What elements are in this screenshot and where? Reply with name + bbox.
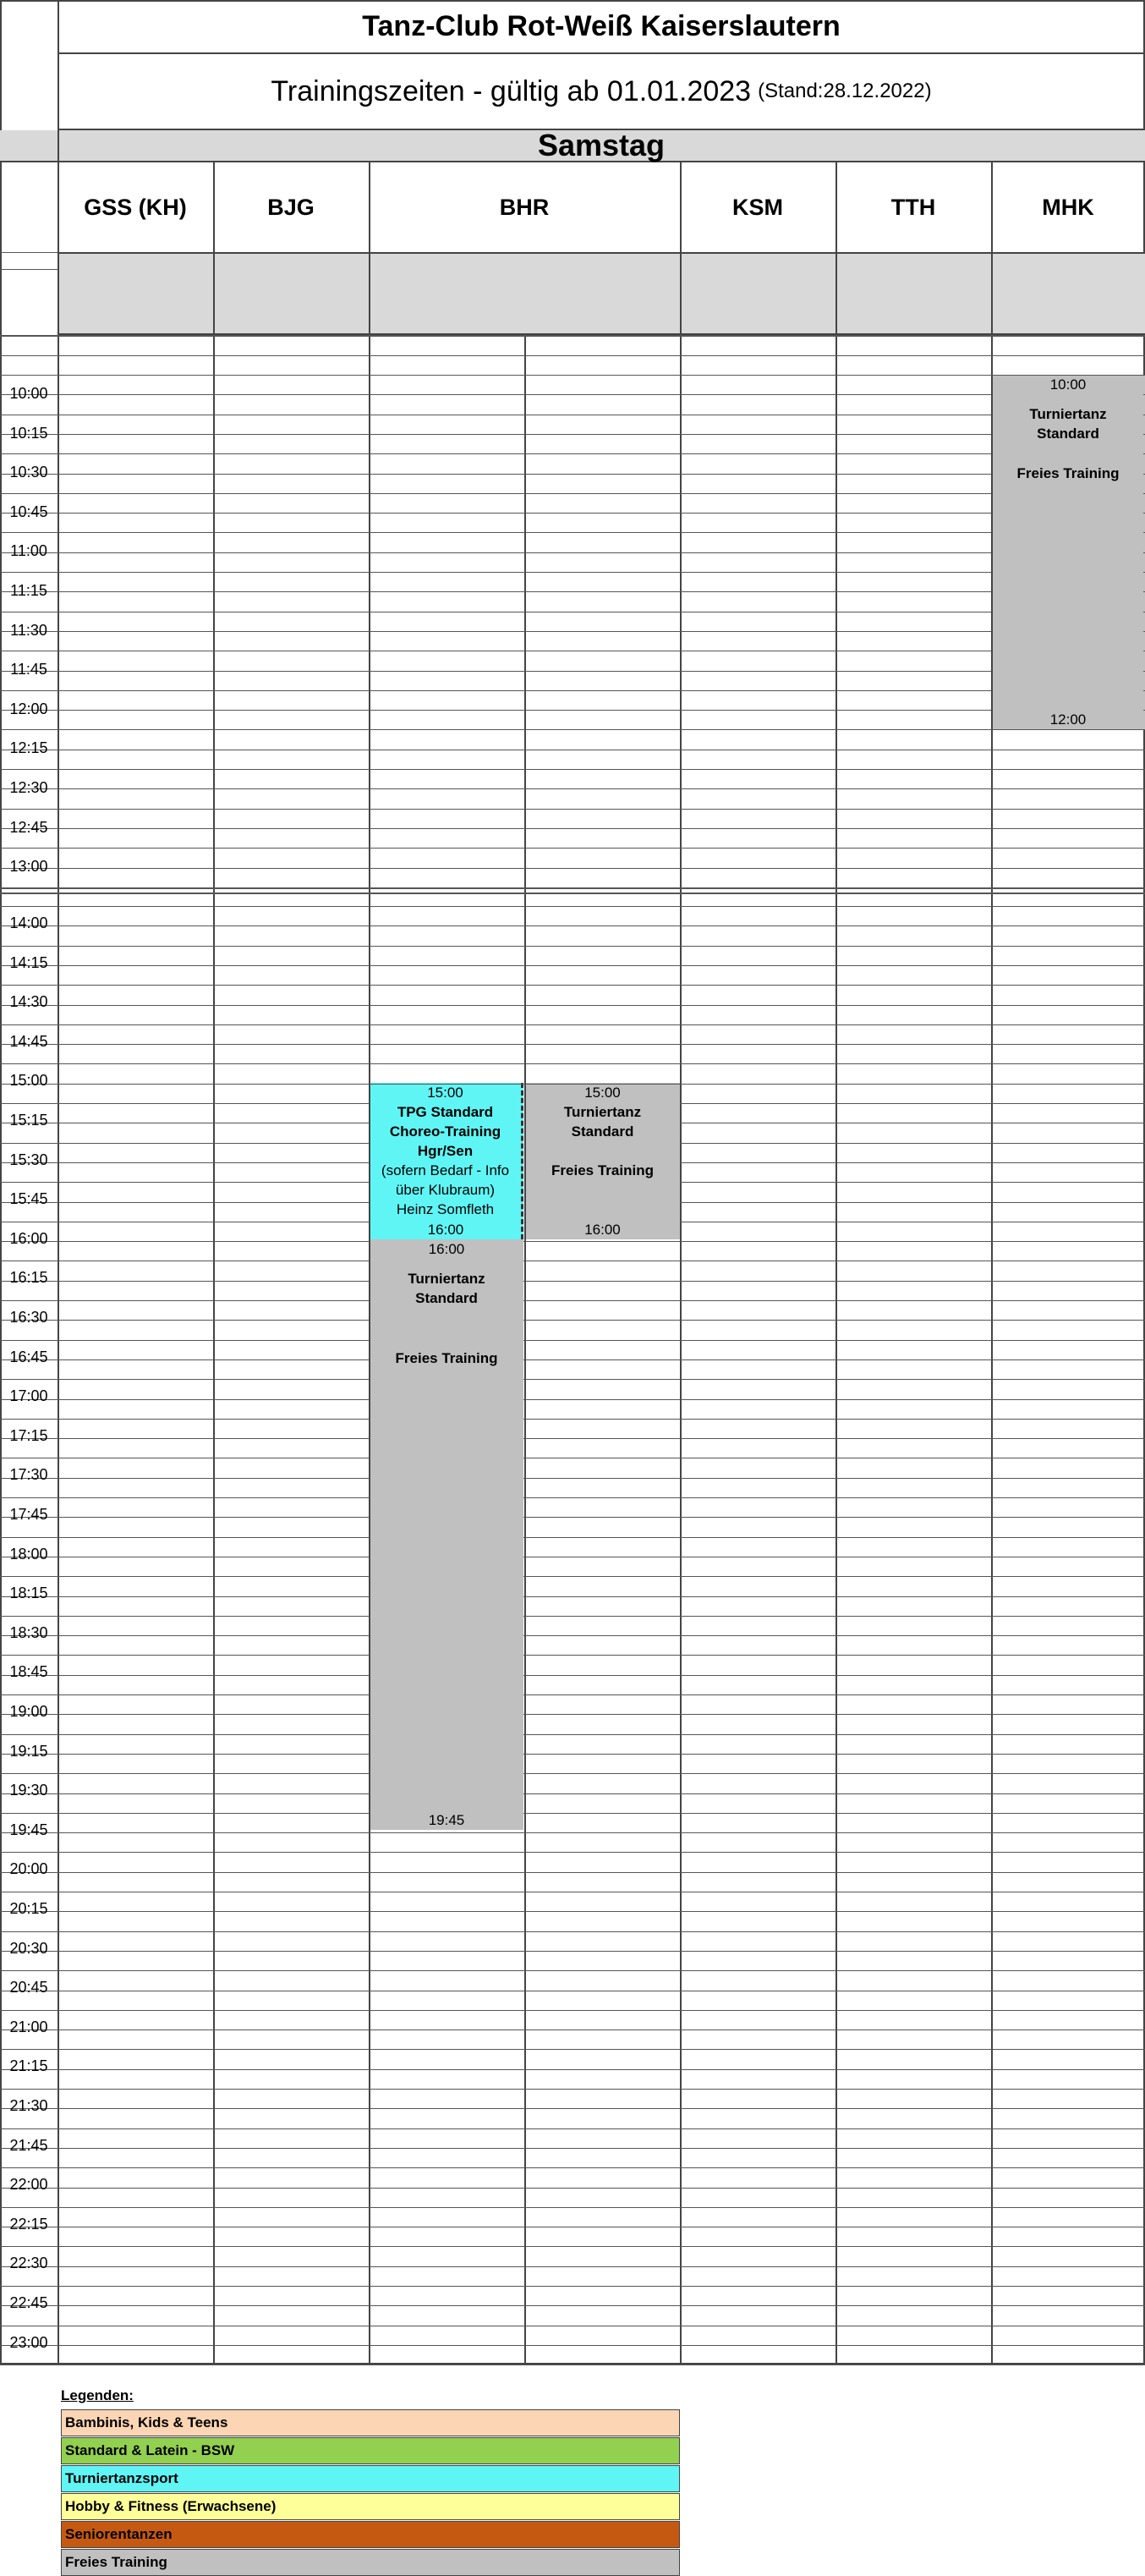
time-label: 10:45	[9, 503, 48, 520]
time-label: 21:00	[9, 2019, 48, 2035]
day-label: Samstag	[537, 128, 666, 162]
grid-hline	[0, 1005, 1145, 1006]
room-header-ksm	[680, 162, 835, 252]
time-label: 19:45	[9, 1821, 48, 1838]
club-title	[58, 0, 1145, 54]
grid-hline	[523, 1399, 1145, 1400]
time-label: 17:45	[9, 1506, 48, 1523]
time-label: 22:30	[9, 2255, 48, 2271]
day-row-left-cell	[0, 130, 58, 162]
room-label-ksm: KSM	[732, 194, 783, 220]
time-label: 15:45	[9, 1190, 48, 1207]
left-hline	[0, 269, 58, 270]
stand-date: (Stand:28.12.2022)	[758, 80, 932, 102]
block-end-time: 19:45	[428, 1812, 465, 1828]
time-label: 15:30	[9, 1151, 48, 1168]
grid-hline	[0, 1143, 370, 1144]
grid-hline	[0, 2345, 1145, 2346]
grid-hline	[523, 1281, 1145, 1282]
time-label: 21:30	[9, 2097, 48, 2114]
time-label: 18:15	[9, 1585, 48, 1601]
grid-hline	[0, 591, 991, 592]
grid-hline	[523, 1596, 1145, 1597]
grid-hline	[0, 2305, 1145, 2306]
bhr-subdivider	[524, 335, 526, 2365]
time-label: 11:30	[10, 622, 47, 639]
grid-hline	[0, 2069, 1145, 2070]
grid-hline	[0, 2148, 1145, 2149]
time-label: 11:00	[10, 542, 47, 559]
grid-hline	[523, 1359, 1145, 1360]
room-label-bhr: BHR	[499, 194, 550, 220]
grid-hline	[523, 1734, 1145, 1735]
time-label: 17:00	[9, 1387, 48, 1404]
block-mhk-turniertanz	[991, 375, 1145, 729]
grid-hline	[0, 1872, 1145, 1873]
grid-hline	[0, 513, 991, 514]
grid-hline	[0, 474, 991, 475]
header-grey-band	[58, 252, 1145, 335]
grid-hline	[0, 848, 1145, 849]
time-label: 22:15	[9, 2216, 48, 2233]
legend-item: Hobby & Fitness (Erwachsene)	[61, 2493, 680, 2520]
room-header-gss	[58, 162, 213, 252]
time-label: 15:15	[9, 1112, 48, 1129]
block-line: Turniertanz	[408, 1271, 485, 1287]
grid-hline	[0, 2207, 1145, 2208]
time-label: 16:00	[9, 1230, 48, 1247]
time-label: 20:00	[9, 1860, 48, 1877]
grid-hline	[523, 1655, 1145, 1656]
grid-hline	[0, 828, 1145, 829]
grid-hline	[523, 1300, 1145, 1301]
room-label-gss: GSS (KH)	[84, 194, 187, 220]
grid-hline	[0, 2010, 1145, 2011]
block-start-time: 15:00	[584, 1085, 621, 1101]
time-label: 18:00	[9, 1546, 48, 1563]
time-label: 20:15	[9, 1900, 48, 1917]
grid-hline	[523, 1576, 1145, 1577]
legend-item: Turniertanzsport	[61, 2465, 680, 2492]
grid-hline	[0, 375, 1145, 376]
grid-hline	[0, 1300, 370, 1301]
block-line: Choreo-Training	[389, 1123, 501, 1140]
time-label: 22:00	[9, 2176, 48, 2193]
room-header-bhr	[369, 162, 680, 252]
grid-hline	[0, 2029, 1145, 2030]
grid-hline	[0, 1911, 1145, 1912]
grid-hline	[0, 335, 1145, 337]
grid-hline	[523, 1438, 1145, 1439]
time-label: 18:45	[9, 1663, 48, 1680]
time-label: 10:00	[9, 385, 48, 402]
time-label: 21:15	[9, 2057, 48, 2074]
grid-hline	[0, 925, 1145, 926]
time-label: 22:45	[9, 2294, 48, 2311]
room-header-tth	[835, 162, 991, 252]
time-label: 23:00	[9, 2334, 48, 2351]
grid-hline	[0, 906, 1145, 907]
grid-hline	[523, 1714, 1145, 1715]
time-label: 11:15	[10, 582, 47, 599]
grid-hline	[0, 1497, 370, 1498]
block-start-time: 10:00	[1049, 376, 1087, 393]
grid-hline	[0, 1655, 370, 1656]
grid-hline	[0, 631, 991, 632]
block-line: Standard	[415, 1290, 478, 1306]
grid-hline	[0, 1773, 370, 1774]
grid-hline	[0, 1024, 1145, 1025]
grid-hline	[0, 2246, 1145, 2247]
block-line: Standard	[571, 1123, 634, 1140]
grid-hline	[0, 2089, 1145, 2090]
grid-hline	[523, 1754, 1145, 1755]
grid-hline	[0, 355, 1145, 356]
time-label: 20:30	[9, 1940, 48, 1957]
time-label: 14:45	[9, 1033, 48, 1050]
block-start-time: 15:00	[427, 1085, 463, 1101]
grid-hline	[0, 1951, 1145, 1952]
legend-title: Legenden:	[61, 2387, 134, 2403]
room-label-bjg: BJG	[267, 194, 315, 220]
grid-hline	[0, 729, 1145, 730]
grid-hline	[680, 1143, 1145, 1144]
block-bhr-turniertanz-right	[525, 1083, 680, 1239]
grid-hline	[0, 868, 1145, 869]
grid-hline	[523, 1813, 1145, 1814]
block-line: Freies Training	[1016, 465, 1120, 481]
grid-hline	[0, 985, 1145, 986]
grid-hline	[680, 1162, 1145, 1163]
grid-hline	[0, 1063, 1145, 1064]
grid-hline	[523, 1635, 1145, 1636]
block-line: Freies Training	[395, 1350, 498, 1366]
grid-hline	[0, 1537, 370, 1538]
legend-item: Seniorentanzen	[61, 2521, 680, 2548]
time-label: 12:45	[9, 819, 48, 836]
grid-hline	[0, 710, 991, 711]
grid-hline	[0, 769, 1145, 770]
block-line: Turniertanz	[1029, 406, 1107, 422]
grid-hline	[0, 1576, 370, 1577]
time-label: 10:15	[9, 425, 48, 442]
time-label: 16:45	[9, 1348, 48, 1365]
grid-hline	[0, 1852, 1145, 1853]
grid-hline	[0, 1734, 370, 1735]
block-line: Freies Training	[551, 1162, 654, 1178]
grid-hline	[0, 1419, 370, 1420]
grid-hline	[0, 1616, 370, 1617]
grid-hline	[0, 1970, 1145, 1971]
time-label: 13:00	[9, 858, 48, 875]
block-end-time: 16:00	[427, 1222, 464, 1238]
room-label-tth: TTH	[890, 194, 936, 220]
grid-hline	[0, 532, 991, 533]
time-label: 17:15	[9, 1427, 48, 1444]
time-label: 20:45	[9, 1979, 48, 1996]
grid-hline	[0, 690, 991, 691]
grid-hline	[523, 1694, 1145, 1695]
legend	[61, 2387, 680, 2576]
room-header-mhk	[991, 162, 1145, 252]
grid-hline	[0, 1340, 370, 1341]
grid-hline	[0, 1813, 370, 1814]
grid-hline	[523, 1320, 1145, 1321]
block-bhr-tpg	[370, 1083, 523, 1239]
grid-hline	[0, 1103, 370, 1104]
schedule-title-text: Trainingszeiten - gültig ab 01.01.2023	[271, 74, 752, 107]
time-label: 19:15	[9, 1743, 48, 1760]
time-label: 15:00	[9, 1072, 48, 1089]
grid-hline	[0, 453, 991, 454]
time-label: 14:15	[9, 954, 48, 971]
grid-hline	[0, 552, 991, 553]
time-label: 21:45	[9, 2137, 48, 2154]
grid-hline	[523, 1517, 1145, 1518]
block-end-time: 12:00	[1049, 711, 1087, 728]
grid-hline	[680, 1103, 1145, 1104]
legend-item: Bambinis, Kids & Teens	[61, 2409, 680, 2436]
block-bhr-turniertanz-evening	[370, 1239, 523, 1830]
room-label-mhk: MHK	[1042, 194, 1094, 220]
day-header	[58, 130, 1145, 162]
block-line: TPG Standard	[397, 1104, 494, 1120]
grid-hline	[0, 2188, 1145, 2189]
grid-hline	[523, 1478, 1145, 1479]
block-line: Hgr/Sen	[417, 1143, 474, 1159]
grid-hline	[523, 1241, 1145, 1242]
time-label: 14:00	[9, 915, 48, 931]
time-label: 12:15	[9, 739, 48, 756]
time-label: 16:15	[9, 1269, 48, 1286]
grid-hline	[0, 965, 1145, 966]
grid-hline	[523, 1793, 1145, 1794]
legend-item: Freies Training	[61, 2549, 680, 2576]
block-line: Standard	[1037, 426, 1099, 442]
room-header-bjg	[213, 162, 369, 252]
grid-hline	[523, 1340, 1145, 1341]
grid-hline	[0, 1182, 370, 1183]
block-line: über Klubraum)	[395, 1182, 496, 1198]
grid-hline	[0, 946, 1145, 947]
grid-hline	[0, 493, 991, 494]
time-label: 14:30	[9, 993, 48, 1010]
grid-hline	[0, 1084, 1145, 1085]
grid-hline	[680, 1202, 1145, 1203]
grid-hline	[0, 2049, 1145, 2050]
grid-hline	[0, 1931, 1145, 1932]
time-label: 12:30	[9, 779, 48, 796]
grid-hline	[523, 1773, 1145, 1774]
grid-hline	[0, 2108, 1145, 2109]
grid-hline	[0, 671, 991, 672]
block-line: Heinz Somfleth	[396, 1201, 495, 1217]
legend-items	[61, 2409, 680, 2576]
time-label: 19:30	[9, 1782, 48, 1799]
grid-hline	[0, 2167, 1145, 2168]
grid-hline	[0, 572, 991, 573]
grid-hline	[523, 1379, 1145, 1380]
time-label: 12:00	[9, 700, 48, 717]
block-start-time: 16:00	[428, 1241, 465, 1257]
grid-hline	[523, 1616, 1145, 1617]
block-end-time: 16:00	[584, 1222, 621, 1238]
time-label: 18:30	[9, 1624, 48, 1641]
block-line: (sofern Bedarf - Info	[381, 1162, 510, 1178]
grid-hline	[0, 1379, 370, 1380]
time-label: 11:45	[10, 661, 47, 678]
grid-hline	[0, 788, 1145, 789]
block-line: Turniertanz	[563, 1104, 642, 1120]
grid-hline	[0, 2128, 1145, 2129]
grid-hline	[0, 1832, 1145, 1833]
grid-hline	[0, 434, 991, 435]
grid-hline	[523, 1497, 1145, 1498]
grid-hline	[0, 394, 991, 395]
grid-hline	[0, 2266, 1145, 2267]
legend-item: Standard & Latein - BSW	[61, 2437, 680, 2464]
grid-hline	[680, 1182, 1145, 1183]
grid-hline	[523, 1675, 1145, 1676]
section-separator	[0, 893, 1145, 894]
room-divider	[991, 162, 993, 2365]
left-hline	[0, 252, 58, 253]
grid-hline	[0, 1044, 1145, 1045]
club-title-text: Tanz-Club Rot-Weiß Kaiserslautern	[362, 9, 841, 42]
grid-hline	[0, 1694, 370, 1695]
time-label: 16:30	[9, 1309, 48, 1326]
time-label: 17:30	[9, 1466, 48, 1483]
grid-hline	[523, 1419, 1145, 1420]
section-separator	[0, 887, 1145, 889]
grid-hline	[0, 809, 1145, 810]
schedule-subtitle	[58, 54, 1145, 130]
grid-hline	[0, 2286, 1145, 2287]
time-label: 19:00	[9, 1703, 48, 1720]
grid-hline	[523, 1537, 1145, 1538]
time-label: 10:30	[9, 464, 48, 481]
